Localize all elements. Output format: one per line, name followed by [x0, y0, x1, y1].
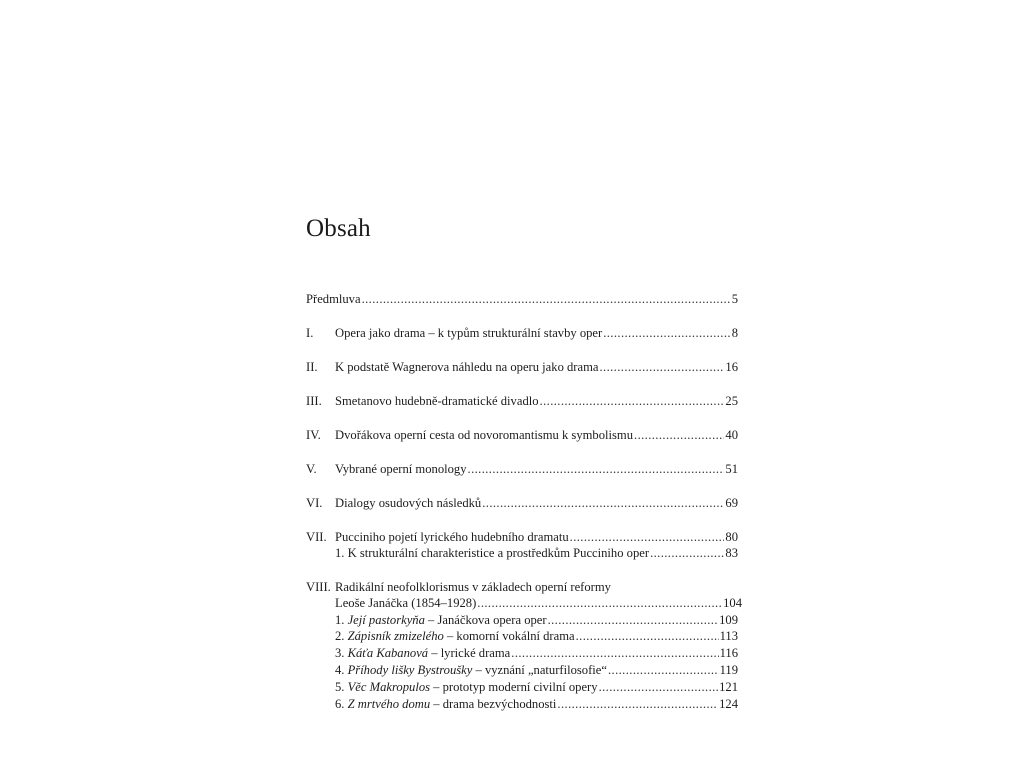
toc-chapter-number: III. — [306, 394, 322, 408]
toc-entry-chapter-3 — [306, 393, 738, 409]
toc-page-number: 80 — [725, 530, 738, 544]
leader-dots — [650, 545, 724, 561]
toc-subentry-janacek-1 — [335, 612, 738, 628]
toc-page-number: 25 — [725, 394, 738, 408]
toc-page-number: 40 — [725, 428, 738, 442]
leader-dots — [599, 359, 724, 375]
toc-chapter-number: II. — [306, 360, 318, 374]
leader-dots — [599, 679, 719, 695]
toc-entry-chapter-8 — [306, 579, 738, 595]
leader-dots — [570, 529, 725, 545]
toc-entry-title: Pucciniho pojetí lyrického hudebního dramatu — [335, 530, 569, 544]
toc-subentry-janacek-4 — [335, 662, 738, 678]
toc-entry-chapter-8-continued — [335, 595, 742, 611]
toc-page-number: 83 — [725, 546, 738, 560]
leader-dots — [548, 612, 719, 628]
toc-entry-title: 6. Z mrtvého domu – drama bezvýchodnosti — [335, 697, 557, 711]
toc-entry-title: Předmluva — [306, 292, 361, 306]
toc-entry-title: Leoše Janáčka (1854–1928) — [335, 596, 477, 610]
toc-page-number: 124 — [719, 697, 738, 711]
toc-entry-title: 1. Její pastorkyňa – Janáčkova opera oper — [335, 613, 547, 627]
toc-entry-chapter-1 — [306, 325, 738, 341]
toc-subentry-janacek-6 — [335, 696, 738, 712]
toc-entry-title: 2. Zápisník zmizelého – komorní vokální drama — [335, 629, 575, 643]
toc-page-number: 69 — [725, 496, 738, 510]
toc-page-number: 116 — [719, 646, 738, 660]
toc-page-number: 16 — [725, 360, 738, 374]
toc-entry-title: 4. Příhody lišky Bystroušky – vyznání „naturfilosofie“ — [335, 663, 607, 677]
toc-page-number: 113 — [719, 629, 738, 643]
leader-dots — [576, 628, 719, 644]
leader-dots — [511, 645, 718, 661]
leader-dots — [468, 461, 725, 477]
toc-entry-title: 1. K strukturální charakteristice a prostředkům Pucciniho oper — [335, 546, 650, 560]
toc-chapter-number: IV. — [306, 428, 321, 442]
toc-subentry-janacek-2 — [335, 628, 738, 644]
toc-entry-title: K podstatě Wagnerova náhledu na operu jako drama — [335, 360, 599, 374]
toc-entry-title: 5. Věc Makropulos – prototyp moderní civilní opery — [335, 680, 598, 694]
toc-chapter-number: VIII. — [306, 580, 331, 594]
toc-page-number: 104 — [723, 596, 742, 610]
toc-entry-chapter-7 — [306, 529, 738, 545]
toc-entry-chapter-6 — [306, 495, 738, 511]
toc-subentry-janacek-5 — [335, 679, 738, 695]
toc-entry-chapter-4 — [306, 427, 738, 443]
toc-page-number: 119 — [719, 663, 738, 677]
page-title: Obsah — [306, 215, 371, 242]
leader-dots — [540, 393, 725, 409]
leader-dots — [608, 662, 719, 678]
toc-page-number: 8 — [731, 326, 738, 340]
toc-page-number: 51 — [725, 462, 738, 476]
leader-dots — [362, 291, 731, 307]
toc-entry-title: Vybrané operní monology — [335, 462, 467, 476]
toc-entry-title: Radikální neofolklorismus v základech operní reformy — [335, 580, 611, 594]
toc-entry-title: Smetanovo hudebně-dramatické divadlo — [335, 394, 539, 408]
toc-subentry-janacek-3 — [335, 645, 738, 661]
toc-page-number: 121 — [719, 680, 738, 694]
toc-chapter-number: VI. — [306, 496, 323, 510]
toc-page-number: 5 — [731, 292, 738, 306]
leader-dots — [603, 325, 731, 341]
toc-entry-title: Dialogy osudových následků — [335, 496, 482, 510]
toc-page-number: 109 — [719, 613, 738, 627]
toc-subentry-puccini — [335, 545, 738, 561]
toc-entry-title: Dvořákova operní cesta od novoromantismu k symbolismu — [335, 428, 634, 442]
leader-dots — [482, 495, 724, 511]
leader-dots — [557, 696, 718, 712]
leader-dots — [634, 427, 724, 443]
toc-entry-title: 3. Káťa Kabanová – lyrické drama — [335, 646, 511, 660]
leader-dots — [477, 595, 722, 611]
toc-chapter-number: V. — [306, 462, 317, 476]
toc-entry-chapter-2 — [306, 359, 738, 375]
toc-chapter-number: I. — [306, 326, 314, 340]
toc-entry-title: Opera jako drama – k typům strukturální stavby oper — [335, 326, 603, 340]
toc-entry-preface — [306, 291, 738, 307]
toc-chapter-number: VII. — [306, 530, 327, 544]
toc-entry-chapter-5 — [306, 461, 738, 477]
